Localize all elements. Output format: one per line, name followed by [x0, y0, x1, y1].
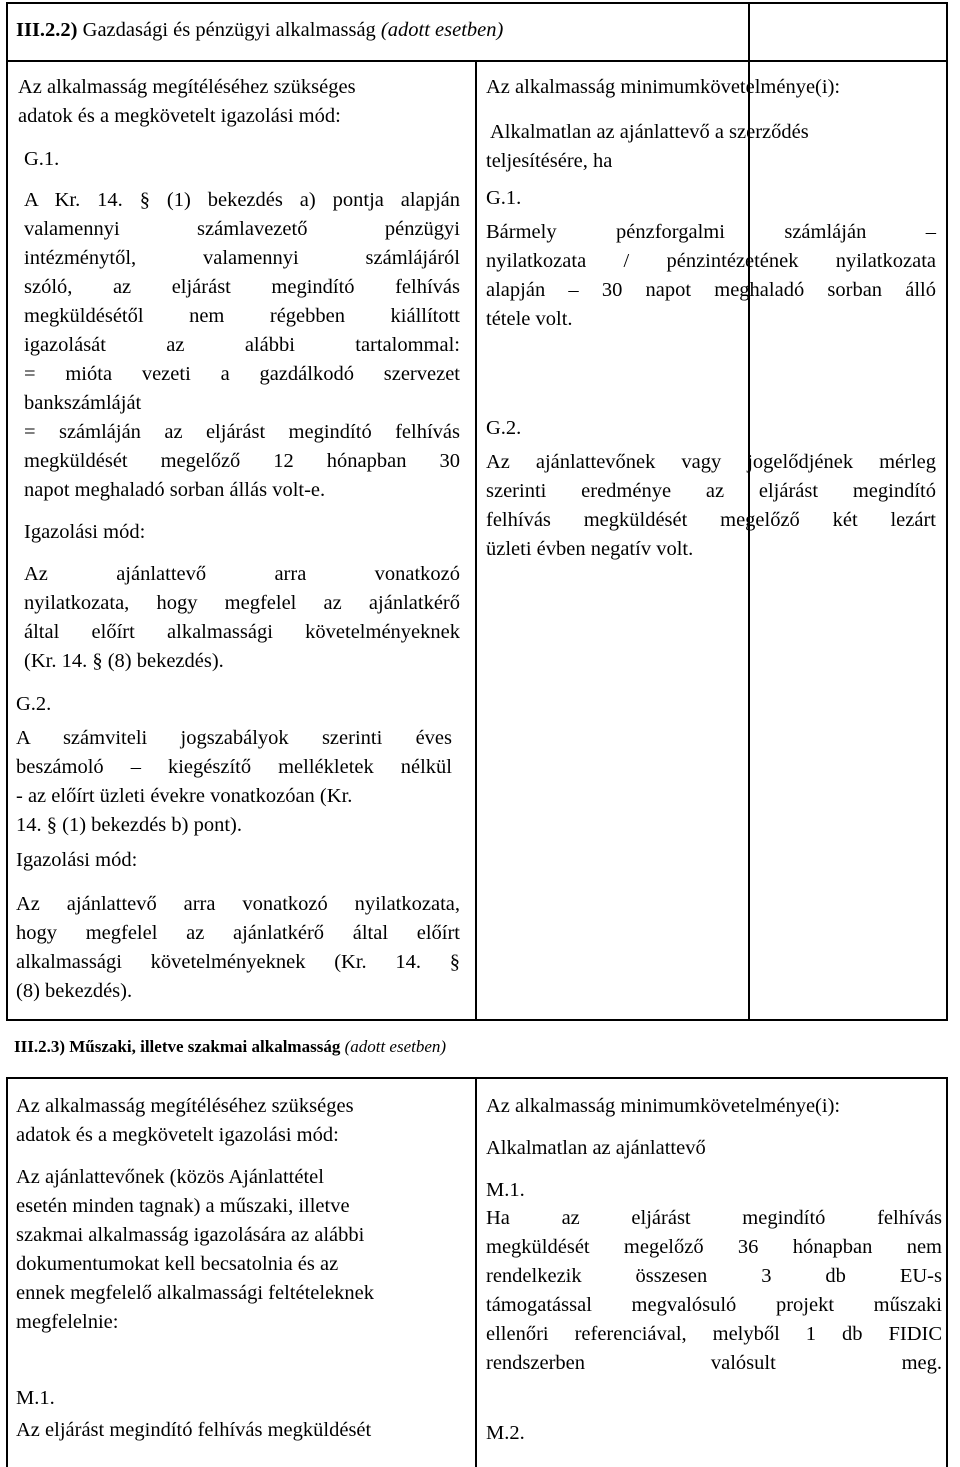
right-g1-line: tétele volt.: [486, 308, 573, 330]
muszaki-intro-line: dokumentumokat kell becsatolnia és az: [16, 1253, 339, 1275]
g2-proof-line: (8) bekezdés).: [16, 980, 133, 1002]
g1-text-line: bankszámláját: [24, 392, 142, 414]
right-m1-line: megküldését megelőző 36 hónapban nem: [486, 1236, 942, 1258]
right-g1-line: Bármely pénzforgalmi számláján –: [486, 221, 936, 243]
muszaki-intro-line: szakmai alkalmasság igazolására az alábbi: [16, 1224, 365, 1246]
table1-left-border: [6, 2, 8, 1021]
right-g1-label: G.1.: [486, 187, 522, 209]
igazolasi-mod-label: Igazolási mód:: [24, 521, 146, 543]
left-heading-line-1: Az alkalmasság megítéléséhez szükséges: [18, 76, 356, 98]
right-g1-line: alapján – 30 napot meghaladó sorban álló: [486, 279, 936, 301]
g1-text-line: igazolását az alábbi tartalommal:: [24, 334, 460, 356]
g1-text-line: valamennyi számlavezető pénzügyi: [24, 218, 460, 240]
g1-text-line: napot meghaladó sorban állás volt-e.: [24, 479, 326, 501]
table2-top-border: [6, 1077, 948, 1079]
g1-text-line: A Kr. 14. § (1) bekezdés a) pontja alapján: [24, 189, 460, 211]
left-heading-line-2: adatok és a megkövetelt igazolási mód:: [18, 105, 341, 127]
right-intro: Alkalmatlan az ajánlattevő: [486, 1137, 706, 1159]
g1-text-line: szóló, az eljárást megindító felhívás: [24, 276, 460, 298]
table1-right-border: [946, 2, 948, 1021]
g1-proof-line: Az ajánlattevő arra vonatkozó: [24, 563, 460, 585]
muszaki-intro-line: ennek megfelelő alkalmassági feltételeknek: [16, 1282, 375, 1304]
right-m1-label: M.1.: [486, 1179, 525, 1201]
g2-text-line: beszámoló – kiegészítő mellékletek nélkül: [16, 756, 452, 778]
left-heading-line-1: Az alkalmasság megítéléséhez szükséges: [16, 1095, 354, 1117]
section-title: Gazdasági és pénzügyi alkalmasság: [82, 19, 376, 41]
m1-text-line: Az eljárást megindító felhívás megküldését: [16, 1419, 372, 1441]
table1-col3-divider: [748, 60, 750, 1021]
g2-text-line: A számviteli jogszabályok szerinti éves: [16, 727, 452, 749]
right-intro-line: Alkalmatlan az ajánlattevő a szerződés: [490, 121, 809, 143]
right-m1-line: rendelkezik összesen 3 db EU-s: [486, 1265, 942, 1287]
right-m1-line: támogatással megvalósuló projekt műszaki: [486, 1294, 942, 1316]
right-m1-line: Ha az eljárást megindító felhívás: [486, 1207, 942, 1229]
g1-proof-line: (Kr. 14. § (8) bekezdés).: [24, 650, 224, 672]
right-g2-line: Az ajánlattevőnek vagy jogelődjének mérleg: [486, 451, 936, 473]
g1-text-line: = mióta vezeti a gazdálkodó szervezet: [24, 363, 460, 385]
g1-text-line: intézménytől, valamennyi számlájáról: [24, 247, 460, 269]
right-heading: Az alkalmasság minimumkövetelménye(i):: [486, 76, 841, 98]
right-m1-line: ellenőri referenciával, melyből 1 db FIDIC: [486, 1323, 942, 1345]
section-header-gazdasagi: [16, 16, 503, 45]
right-m1-line: rendszerben valósult meg.: [486, 1352, 942, 1374]
left-heading-line-2: adatok és a megkövetelt igazolási mód:: [16, 1124, 339, 1146]
section-title: Műszaki, illetve szakmai alkalmasság: [69, 1037, 341, 1056]
m1-label: M.1.: [16, 1387, 55, 1409]
g1-text-line: = számláján az eljárást megindító felhívás: [24, 421, 460, 443]
right-g2-label: G.2.: [486, 417, 522, 439]
section-number: III.2.3): [14, 1037, 66, 1056]
section-note: (adott esetben): [344, 1037, 447, 1056]
right-m2-label: M.2.: [486, 1422, 525, 1444]
right-g2-line: szerinti eredménye az eljárást megindító: [486, 480, 936, 502]
right-g2-line: üzleti évben negatív volt.: [486, 538, 694, 560]
g2-label: G.2.: [16, 693, 52, 715]
right-g2-line: felhívás megküldését megelőző két lezárt: [486, 509, 936, 531]
section-header-muszaki: [14, 1032, 446, 1061]
right-g1-line: nyilatkozata / pénzintézetének nyilatkozata: [486, 250, 936, 272]
g1-text-line: megküldését megelőző 12 hónapban 30: [24, 450, 460, 472]
g1-label: G.1.: [24, 148, 60, 170]
right-intro-line: teljesítésére, ha: [486, 150, 613, 172]
g2-proof-line: Az ajánlattevő arra vonatkozó nyilatkozata,: [16, 893, 460, 915]
g2-proof-line: hogy megfelel az ajánlatkérő által előírt: [16, 922, 460, 944]
table1-bottom-border: [6, 1019, 948, 1021]
g1-proof-line: által előírt alkalmassági követelményeknek: [24, 621, 460, 643]
g1-proof-line: nyilatkozata, hogy megfelel az ajánlatkérő: [24, 592, 460, 614]
table2-right-border: [946, 1077, 948, 1467]
muszaki-intro-line: esetén minden tagnak) a műszaki, illetve: [16, 1195, 350, 1217]
table1-top-border: [6, 2, 948, 4]
table2-column-divider: [475, 1077, 477, 1467]
g2-text-line: 14. § (1) bekezdés b) pont).: [16, 814, 243, 836]
section-note: (adott esetben): [380, 19, 504, 41]
g2-text-line: - az előírt üzleti évekre vonatkozóan (Kr.: [16, 785, 353, 807]
table1-header-border: [6, 60, 948, 62]
muszaki-intro-line: megfelelnie:: [16, 1311, 119, 1333]
muszaki-intro-line: Az ajánlattevőnek (közös Ajánlattétel: [16, 1166, 324, 1188]
section-number: III.2.2): [16, 19, 78, 41]
igazolasi-mod-label: Igazolási mód:: [16, 849, 138, 871]
g1-text-line: megküldésétől nem régebben kiállított: [24, 305, 460, 327]
table2-left-border: [6, 1077, 8, 1467]
right-heading: Az alkalmasság minimumkövetelménye(i):: [486, 1095, 841, 1117]
g2-proof-line: alkalmassági követelményeknek (Kr. 14. §: [16, 951, 460, 973]
table1-header-divider: [748, 2, 750, 62]
table1-column-divider: [475, 60, 477, 1021]
